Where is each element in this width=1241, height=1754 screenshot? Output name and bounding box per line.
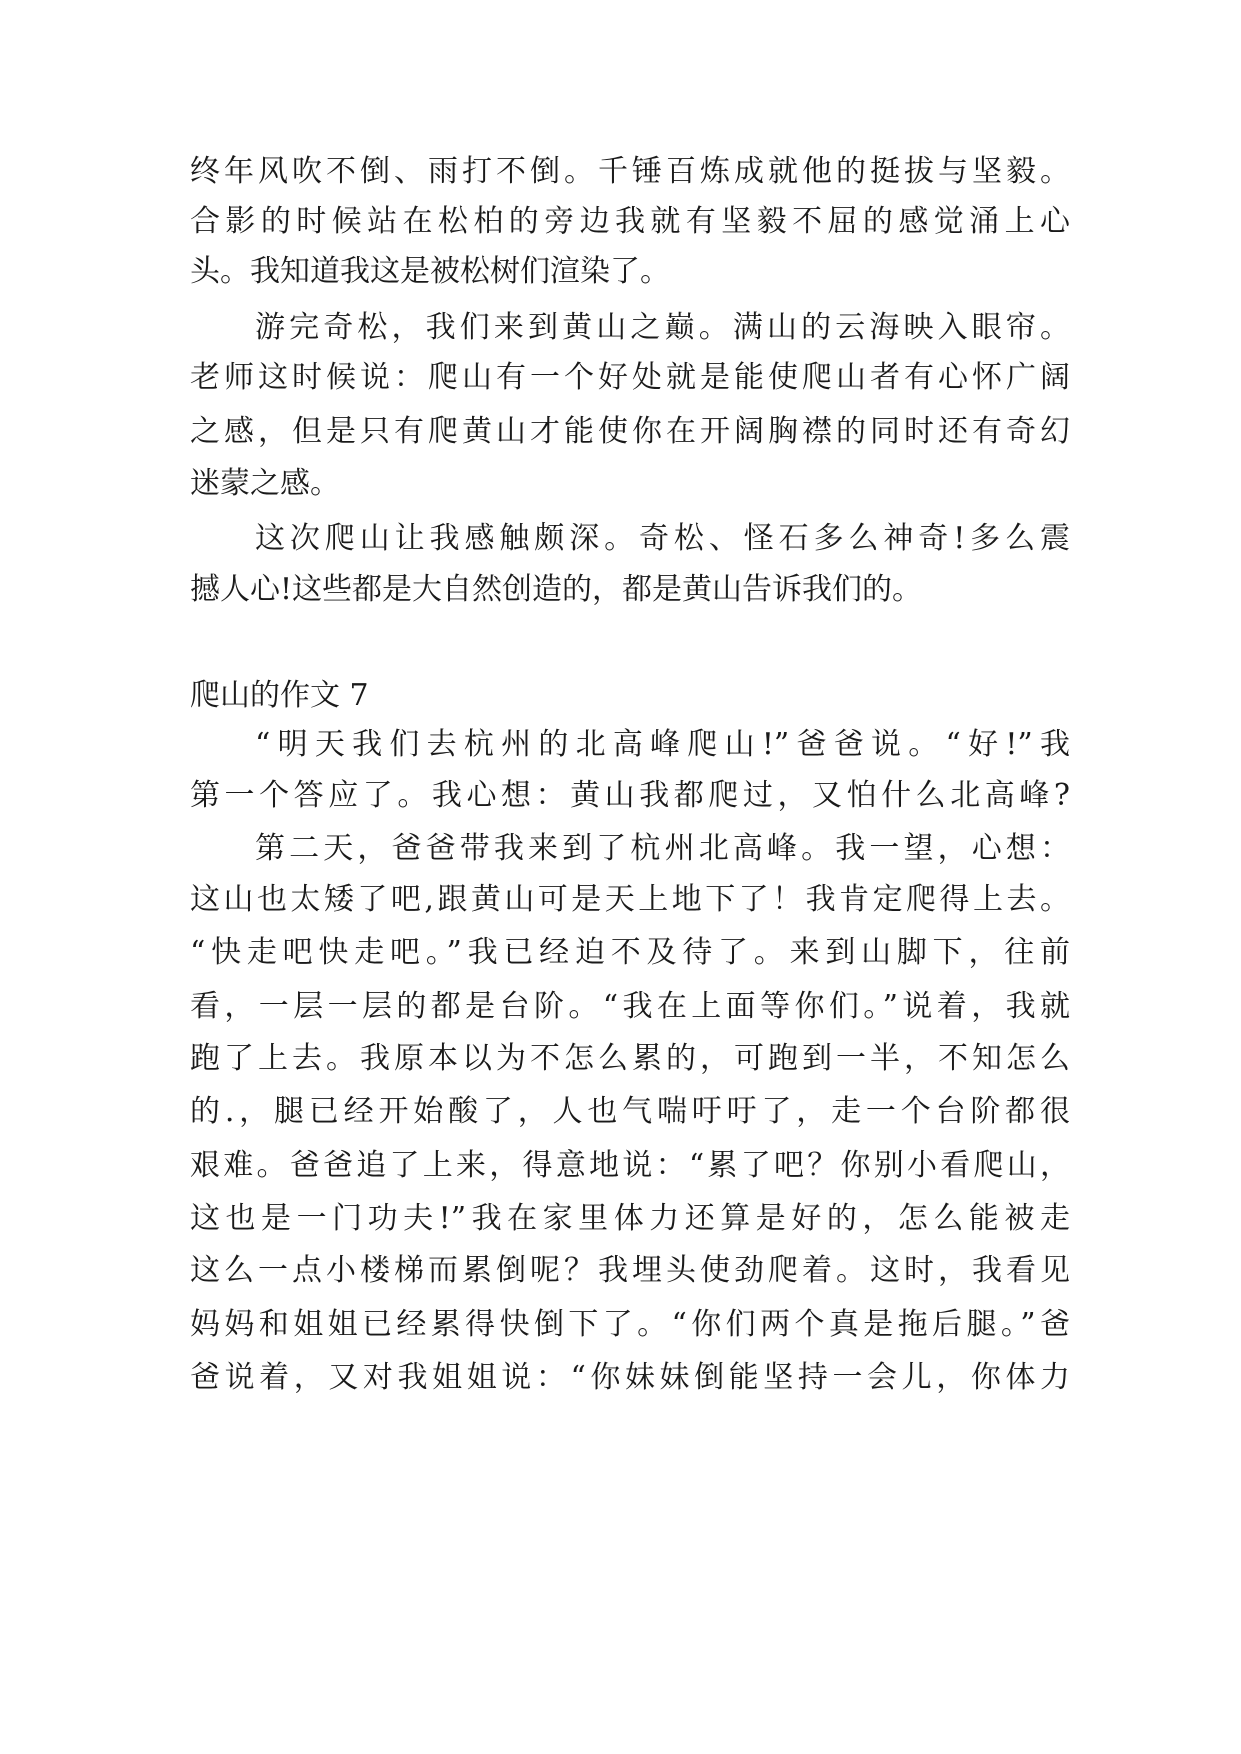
paragraph-line: 的.，腿已经开始酸了，人也气喘吁吁了，走一个台阶都很 bbox=[190, 1094, 1070, 1129]
paragraph-line: 爸说着，又对我姐姐说：“你妹妹倒能坚持一会儿，你体力 bbox=[190, 1360, 1070, 1395]
paragraph-line: 这山也太矮了吧,跟黄山可是天上地下了！我肯定爬得上去。 bbox=[190, 882, 1070, 917]
paragraph-line: 终年风吹不倒、雨打不倒。千锤百炼成就他的挺拔与坚毅。 bbox=[190, 154, 1070, 189]
paragraph-line: “快走吧快走吧。”我已经迫不及待了。来到山脚下，往前 bbox=[190, 935, 1070, 970]
section-heading: 爬山的作文 7 bbox=[190, 678, 369, 713]
paragraph-line: 合影的时候站在松柏的旁边我就有坚毅不屈的感觉涌上心 bbox=[190, 204, 1070, 239]
paragraph-line: 这也是一门功夫!”我在家里体力还算是好的，怎么能被走 bbox=[190, 1201, 1070, 1236]
paragraph-line: “明天我们去杭州的北高峰爬山!”爸爸说。“好!”我 bbox=[255, 727, 1070, 762]
paragraph-line: 游完奇松，我们来到黄山之巅。满山的云海映入眼帘。 bbox=[255, 310, 1070, 345]
paragraph-line: 之感，但是只有爬黄山才能使你在开阔胸襟的同时还有奇幻 bbox=[190, 414, 1070, 449]
paragraph-line: 撼人心!这些都是大自然创造的，都是黄山告诉我们的。 bbox=[190, 572, 923, 607]
paragraph-line: 艰难。爸爸追了上来，得意地说：“累了吧？你别小看爬山， bbox=[190, 1148, 1070, 1183]
paragraph-line: 老师这时候说：爬山有一个好处就是能使爬山者有心怀广阔 bbox=[190, 360, 1070, 395]
paragraph-line: 这次爬山让我感触颇深。奇松、怪石多么神奇!多么震 bbox=[255, 521, 1070, 556]
paragraph-line: 跑了上去。我原本以为不怎么累的，可跑到一半，不知怎么 bbox=[190, 1041, 1070, 1076]
paragraph-line: 头。我知道我这是被松树们渲染了。 bbox=[190, 254, 670, 289]
paragraph-line: 这么一点小楼梯而累倒呢？我埋头使劲爬着。这时，我看见 bbox=[190, 1253, 1070, 1288]
paragraph-line: 看，一层一层的都是台阶。“我在上面等你们。”说着，我就 bbox=[190, 989, 1070, 1024]
paragraph-line: 妈妈和姐姐已经累得快倒下了。“你们两个真是拖后腿。”爸 bbox=[190, 1307, 1070, 1342]
paragraph-line: 第一个答应了。我心想：黄山我都爬过，又怕什么北高峰? bbox=[190, 778, 1070, 813]
paragraph-line: 迷蒙之感。 bbox=[190, 466, 340, 501]
paragraph-line: 第二天，爸爸带我来到了杭州北高峰。我一望，心想： bbox=[255, 831, 1070, 866]
